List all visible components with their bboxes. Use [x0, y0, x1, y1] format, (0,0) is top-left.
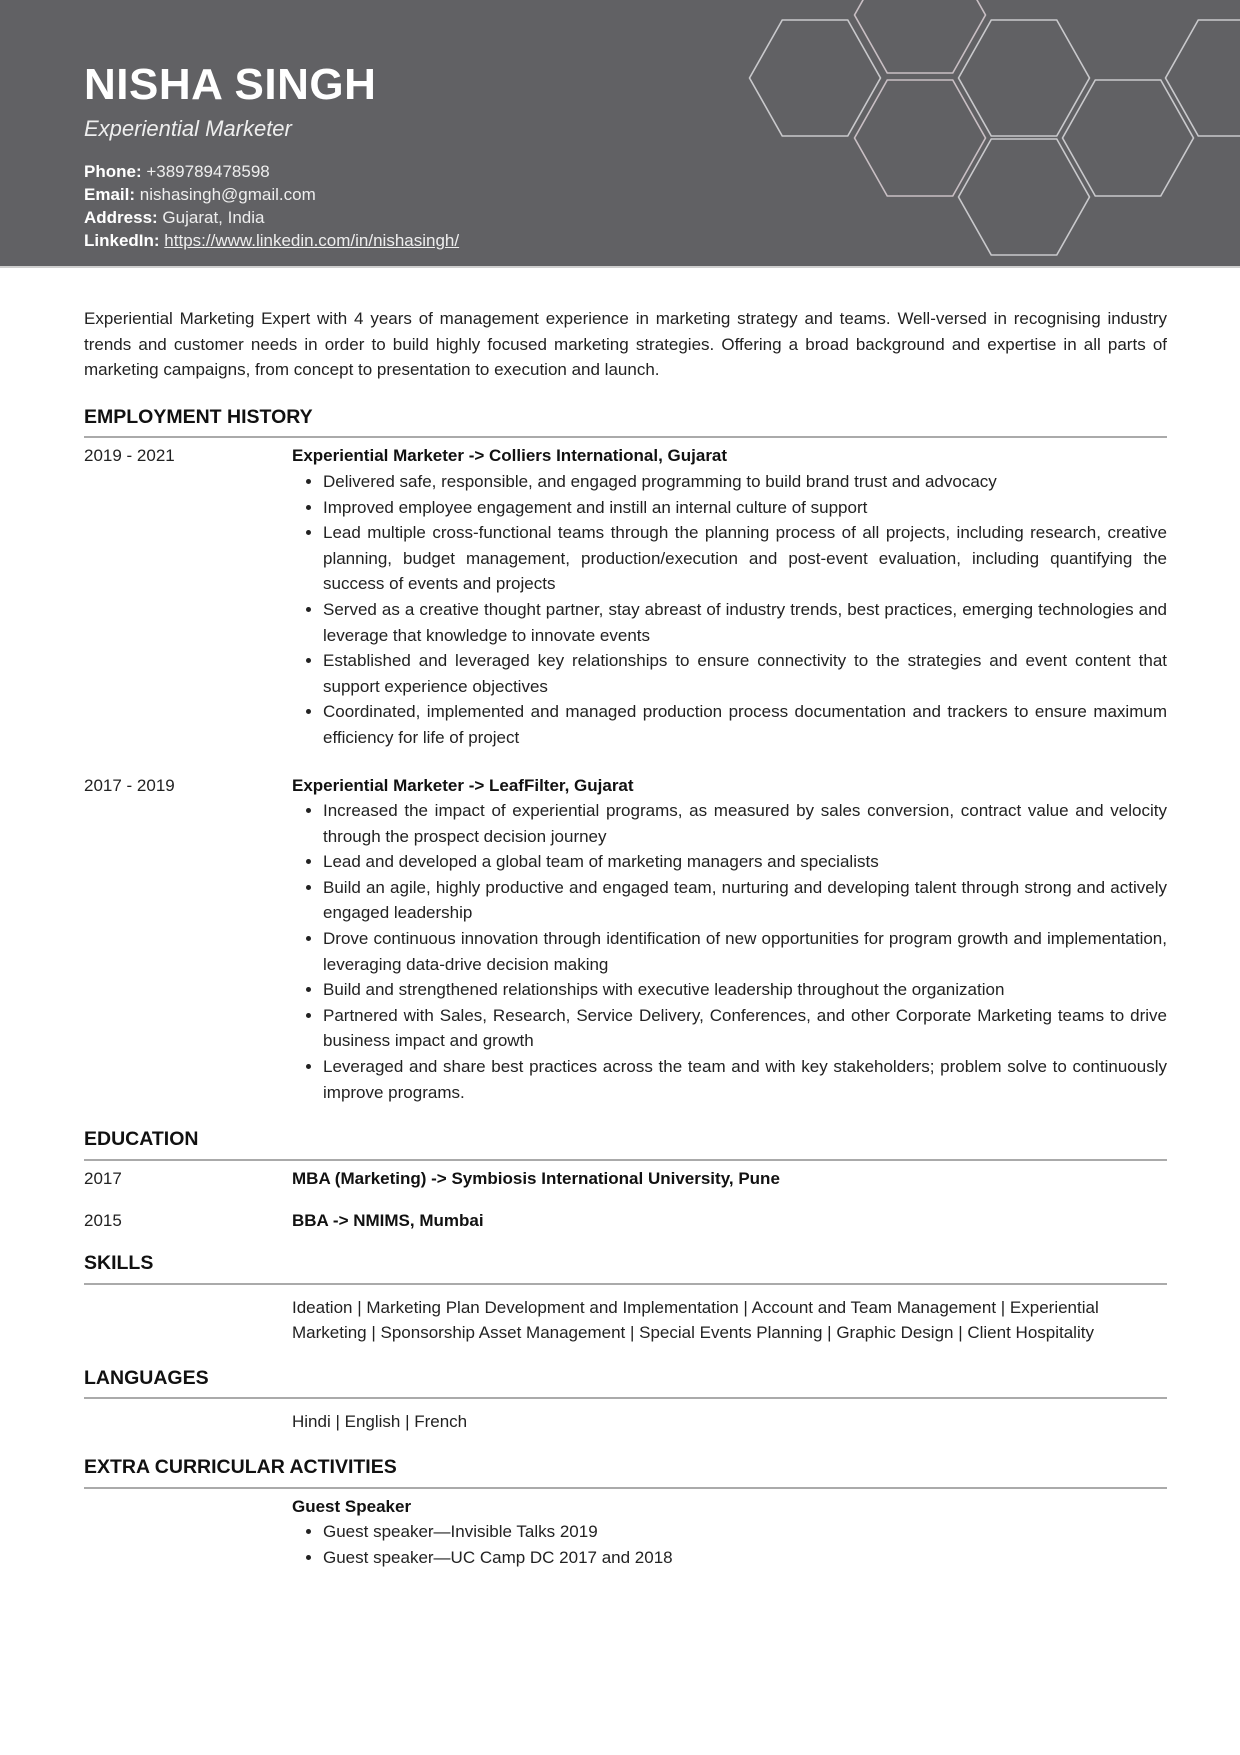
summary: Experiential Marketing Expert with 4 years of management experience in marketing strategy and teams. Well-versed in recognising industry trends and customer needs in order to build highly focused marketing strategies. Offering a broad background and expertise in all parts of marketing campaigns, from concept to presentation to execution and launch.	[84, 309, 1167, 380]
job-bullet: • Drove continuous innovation through identification of new opportunities for program growth and implementation, leveraging data-drive decision making	[323, 926, 1167, 977]
skills-text: Ideation | Marketing Plan Development and Implementation | Account and Team Management | Experiential Marketing | Sponsorship Asset Management | Special Events Planning | Graphic Design | Client Hospitality	[292, 1297, 1099, 1343]
skills-heading: SKILLS	[84, 1251, 1167, 1285]
job-bullet: • Partnered with Sales, Research, Service Delivery, Conferences, and other Corporate Marketing teams to drive business impact and growth	[323, 1003, 1167, 1054]
languages-heading: LANGUAGES	[84, 1366, 1167, 1400]
phone-value: +389789478598	[146, 162, 270, 181]
extra-title: Guest Speaker	[292, 1496, 412, 1516]
job-bullet: • Improved employee engagement and instill an internal culture of support	[323, 495, 1167, 521]
hexagon-shape	[1063, 80, 1194, 196]
linkedin-label: LinkedIn:	[84, 231, 160, 250]
extra-bullet: • Guest speaker—UC Camp DC 2017 and 2018	[323, 1545, 1167, 1571]
extra-row	[84, 1494, 1167, 1571]
job-bullets	[292, 798, 1167, 1105]
job-entry	[84, 443, 1167, 750]
resume-header	[0, 0, 1240, 268]
job-title: Experiential Marketer -> Colliers International, Gujarat	[292, 446, 728, 466]
job-bullet: • Served as a creative thought partner, stay abreast of industry trends, best practices, emerging technologies and leverage that knowledge to innovate events	[323, 597, 1167, 648]
spacer	[84, 1494, 292, 1571]
linkedin-link[interactable]: https://www.linkedin.com/in/nishasingh/	[164, 231, 460, 250]
extra-bullet: • Guest speaker—Invisible Talks 2019	[323, 1519, 1167, 1545]
address-label: Address:	[84, 208, 158, 227]
education-year: 2017	[84, 1168, 122, 1188]
education-item	[84, 1166, 1167, 1192]
extra-content	[292, 1494, 1167, 1571]
languages-row	[84, 1409, 1167, 1435]
extra-bullets	[292, 1519, 1167, 1570]
email-label: Email:	[84, 185, 136, 204]
job-title: Experiential Marketer -> LeafFilter, Gujarat	[292, 775, 634, 795]
hexagon-shape	[1166, 20, 1240, 136]
contact-info	[84, 160, 459, 252]
spacer	[84, 1409, 292, 1435]
skills-row	[84, 1295, 1167, 1346]
candidate-name: NISHA SINGH	[84, 60, 377, 109]
job-bullet: • Lead and developed a global team of marketing managers and specialists	[323, 849, 1167, 875]
hexagon-shape	[855, 0, 986, 73]
job-bullet: • Coordinated, implemented and managed production process documentation and trackers to ensure maximum efficiency for life of project	[323, 699, 1167, 750]
education-title: MBA (Marketing) -> Symbiosis International University, Pune	[292, 1168, 780, 1188]
job-bullet: • Lead multiple cross-functional teams through the planning process of all projects, including research, creative planning, budget management, production/execution and post-event evaluation, including quantifying the success of events and projects	[323, 520, 1167, 597]
job-bullet: • Established and leveraged key relationships to ensure connectivity to the strategies and event content that support experience objectives	[323, 648, 1167, 699]
contact-linkedin	[84, 229, 459, 252]
job-bullet: • Build an agile, highly productive and engaged team, nurturing and developing talent through strong and actively engaged leadership	[323, 875, 1167, 926]
contact-address	[84, 206, 459, 229]
job-bullet: • Leveraged and share best practices across the team and with key stakeholders; problem solve to continuously improve programs.	[323, 1054, 1167, 1105]
candidate-role: Experiential Marketer	[84, 116, 292, 141]
education-title: BBA -> NMIMS, Mumbai	[292, 1211, 484, 1231]
address-value: Gujarat, India	[162, 208, 265, 227]
employment-heading: EMPLOYMENT HISTORY	[84, 405, 1167, 439]
email-value: nishasingh@gmail.com	[139, 185, 316, 204]
hexagon-shape	[959, 139, 1090, 255]
hexagon-shape	[855, 80, 986, 196]
contact-email	[84, 183, 459, 206]
job-bullet: • Build and strengthened relationships with executive leadership throughout the organization	[323, 977, 1167, 1003]
languages-text: Hindi | English | French	[292, 1412, 468, 1432]
job-content	[292, 773, 1167, 1106]
job-bullet: • Increased the impact of experiential programs, as measured by sales conversion, contract value and velocity through the prospect decision journey	[323, 798, 1167, 849]
employment-list	[84, 443, 1167, 1105]
hexagon-shape	[959, 20, 1090, 136]
job-entry	[84, 773, 1167, 1106]
hexagon-shape	[750, 20, 881, 136]
resume-body	[84, 306, 1167, 1570]
job-dates: 2017 - 2019	[84, 775, 175, 795]
job-dates: 2019 - 2021	[84, 446, 175, 466]
extra-heading: EXTRA CURRICULAR ACTIVITIES	[84, 1455, 1167, 1489]
job-bullet: • Delivered safe, responsible, and engaged programming to build brand trust and advocacy	[323, 469, 1167, 495]
education-item	[84, 1208, 1167, 1234]
education-year: 2015	[84, 1211, 122, 1231]
job-content	[292, 443, 1167, 750]
phone-label: Phone:	[84, 162, 142, 181]
spacer	[84, 1295, 292, 1346]
job-bullets	[292, 469, 1167, 751]
contact-phone	[84, 160, 459, 183]
education-list	[84, 1166, 1167, 1234]
education-heading: EDUCATION	[84, 1127, 1167, 1161]
